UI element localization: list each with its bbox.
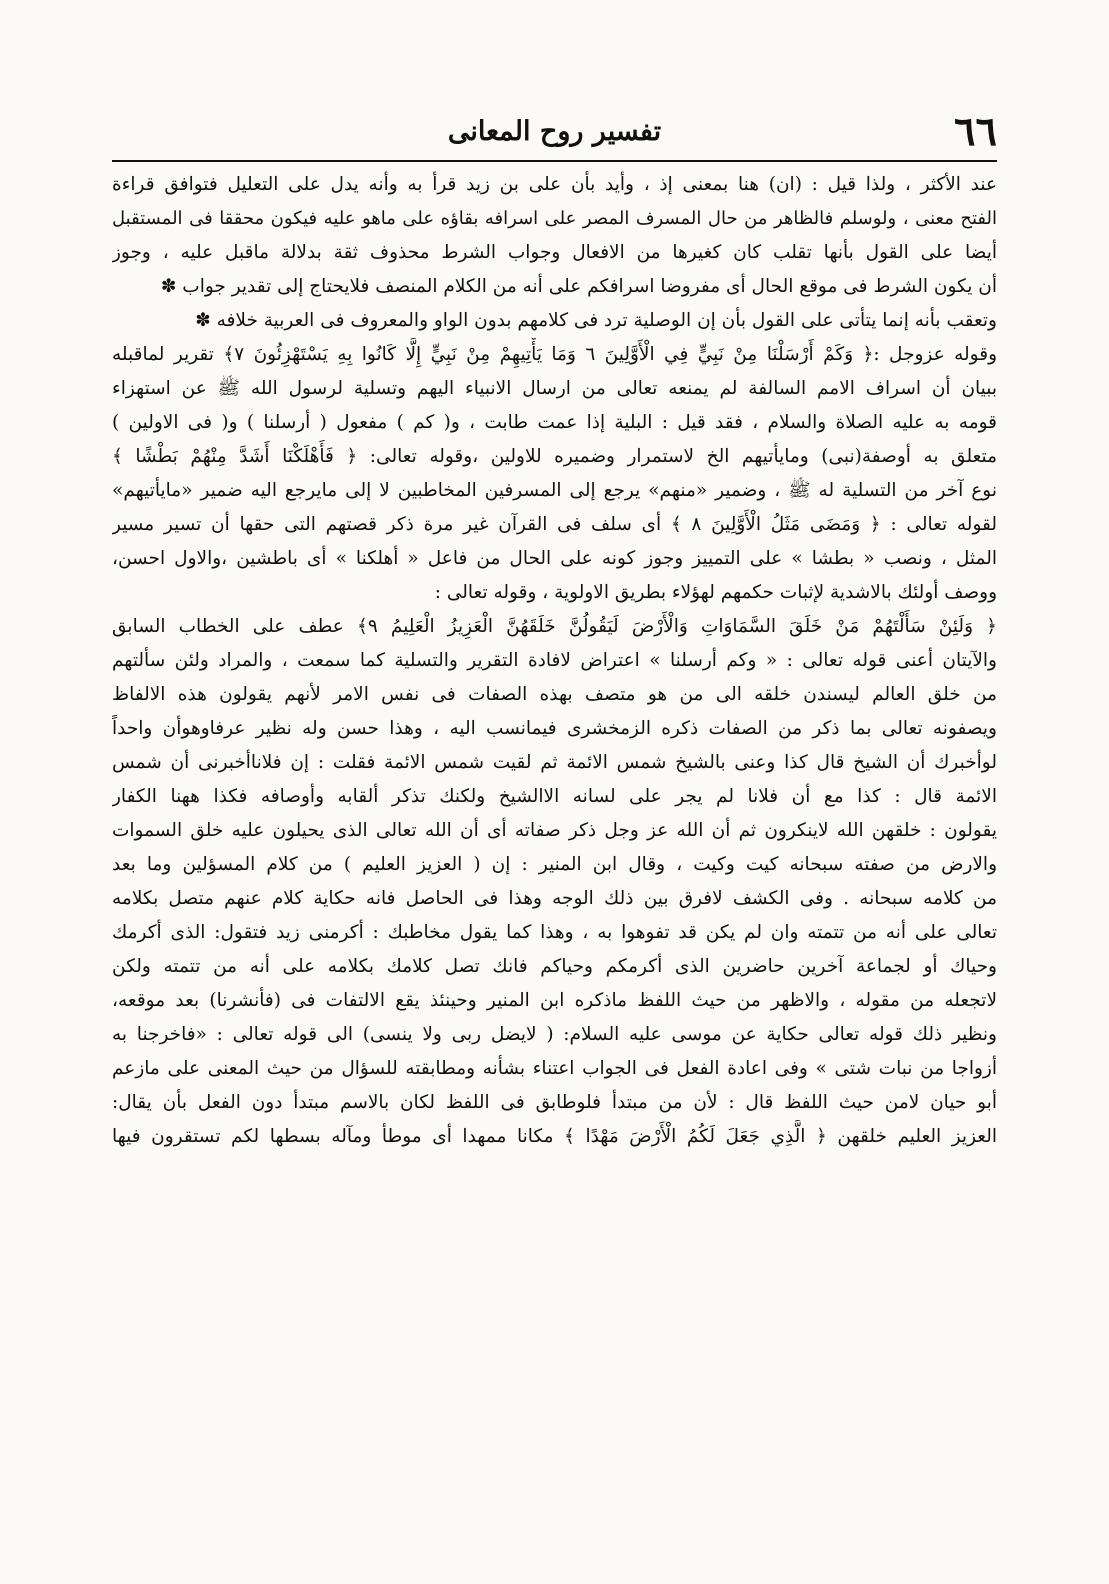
text-line: المثل ، ونصب « بطشا » على التمييز وجوز كونه على الحال من فاعل « أهلكنا » أى باطشين ،والاول احسن، (112, 548, 997, 569)
text-line: لقوله تعالى : ﴿ وَمَضَى مَثَلُ الْأَوَّلِينَ ٨ ﴾ أى سلف فى القرآن غير مرة ذكر قصتهم التى حقها أن تسير مسير (112, 514, 997, 535)
text-line: نوع آخر من التسلية له ﷺ ، وضمير «منهم» يرجع إلى المسرفين المخاطبين لا إلى مايرجع اليه ضمير «مايأتيهم» (112, 480, 997, 501)
text-line: ببيان أن اسراف الامم السالفة لم يمنعه تعالى من ارسال الانبياء اليهم وتسلية لرسول الله ﷺ عن استهزاء (112, 378, 997, 399)
page-header (112, 108, 997, 160)
text-line: والارض من صفته سبحانه كيت وكيت ، وقال ابن المنير : إن ( العزيز العليم ) من كلام المسؤلين وما بعد (112, 854, 997, 875)
text-line: لاتجعله من مقوله ، والاظهر من حيث اللفظ ماذكره ابن المنير وحينئذ يقع الالتفات فى (فأنشرنا) بعد موقعه، (112, 990, 997, 1011)
text-line: من كلامه سبحانه . وفى الكشف لافرق بين ذلك الوجه وهذا فى الحاصل فانه حكاية كلام عنهم متصل بكلامه (112, 888, 997, 909)
text-line: تعالى على أنه من تتمته وان لم يكن قد تفوهوا به ، وهذا كما يقول مخاطبك : أكرمنى زيد فتقول: الذى أكرمك (112, 922, 997, 943)
text-line: ﴿ وَلَئِنْ سَأَلْتَهُمْ مَنْ خَلَقَ السَّمَاوَاتِ وَالْأَرْضَ لَيَقُولُنَّ خَلَقَهُنَّ الْعَزِيزُ الْعَلِيمُ ٩﴾ عطف على الخطاب السابق (112, 616, 997, 637)
text-line: أبو حيان لامن حيث اللفظ قال : لأن من مبتدأ فلوطابق فى اللفظ لكان بالاسم مبتدأ دون الفعل بأن يقال: (112, 1092, 997, 1113)
text-line: أن يكون الشرط فى موقع الحال أى مفروضا اسرافكم على أنه من الكلام المنصف فلايحتاج إلى تقدير جواب ✽ (160, 276, 997, 297)
text-line: ووصف أولئك بالاشدية لإثبات حكمهم لهؤلاء بطريق الاولوية ، وقوله تعالى : (434, 582, 997, 603)
text-line: ويصفونه تعالى بما ذكر من الصفات ذكره الزمخشرى فيمانسب اليه ، وهذا حسن وله نظير عرفاوهوأن واحداً (112, 718, 997, 739)
text-line: العزيز العليم خلقهن ﴿ الَّذِي جَعَلَ لَكُمُ الْأَرْضَ مَهْدًا ﴾ مكانا ممهدا أى موطأ ومآله بسطها لكم تستقرون فيها (112, 1126, 997, 1147)
text-line: أيضا على القول بأنها تقلب كان كغيرها من الافعال وجواب الشرط محذوف ثقة بدلالة ماقبل عليه ، وجوز (112, 242, 997, 263)
text-line: والآيتان أعنى قوله تعالى : « وكم أرسلنا » اعتراض لافادة التقرير والتسلية كما سمعت ، والمراد ولئن سألتهم (112, 650, 997, 671)
text-line: يقولون : خلقهن الله لاينكرون ثم أن الله عز وجل ذكر صفاته أى أن الله تعالى الذى يحيلون عليه خلق السموات (112, 820, 997, 841)
page-number: ٦٦ (954, 108, 997, 155)
text-line: من خلق العالم ليسندن خلقه الى من هو متصف بهذه الصفات فى نفس الامر لأنهم يقولون هذه الالفاظ (112, 684, 997, 705)
running-title: تفسير روح المعانى (447, 116, 662, 147)
text-line: قومه به عليه الصلاة والسلام ، فقد قيل : البلية إذا عمت طابت ، و( كم ) مفعول ( أرسلنا ) و( فى الاولين ) (112, 412, 997, 433)
text-line: وقوله عزوجل :﴿ وَكَمْ أَرْسَلْنَا مِنْ نَبِيٍّ فِي الْأَوَّلِينَ ٦ وَمَا يَأْتِيهِمْ مِنْ نَبِيٍّ إِلَّا كَانُوا بِهِ يَسْتَهْزِئُونَ ٧﴾ تقرير لماقبله (112, 344, 997, 365)
text-line: الائمة قال : كذا مع أن فلانا لم يجر على لسانه الاالشيخ ولكنك تذكر ألقابه وأوصافه فكذا ههنا الكفار (112, 786, 997, 807)
text-line: أزواجا من نبات شتى » وفى اعادة الفعل فى الجواب اعتناء بشأنه ومطابقته للسؤال من حيث المعنى على مازعم (112, 1058, 997, 1079)
text-line: ونظير ذلك قوله تعالى حكاية عن موسى عليه السلام: ( لايضل ربى ولا ينسى) الى قوله تعالى : «فاخرجنا به (112, 1024, 997, 1045)
text-line: عند الأكثر ، ولذا قيل : (ان) هنا بمعنى إذ ، وأيد بأن على بن زيد قرأ به وأنه يدل على التعليل فتوافق قراءة (112, 174, 997, 195)
text-line: الفتح معنى ، ولوسلم فالظاهر من حال المسرف المصر على اسرافه بقاؤه على ماهو عليه فيكون محققا فى المستقبل (112, 208, 997, 229)
text-line: وحياك أو لجماعة آخرين حاضرين الذى أكرمكم وحياكم فانك تصل كلامك بكلامه على أنه من تتمته ولكن (112, 956, 997, 977)
text-body (112, 168, 997, 1154)
header-rule (112, 160, 997, 162)
text-line: وتعقب بأنه إنما يتأتى على القول بأن إن الوصلية ترد فى كلامهم بدون الواو والمعروف فى العربية خلافه ✽ (195, 310, 997, 331)
text-line: لوأخبرك أن الشيخ قال كذا وعنى بالشيخ شمس الائمة ثم لقيت شمس الائمة فقلت : إن فلاناأخبرنى أن شمس (112, 752, 997, 773)
text-line: متعلق به أوصفة(نبى) ومايأتيهم الخ لاستمرار وضميره للاولين ،وقوله تعالى: ﴿ فَأَهْلَكْنَا أَشَدَّ مِنْهُمْ بَطْشًا ﴾ (112, 446, 997, 467)
